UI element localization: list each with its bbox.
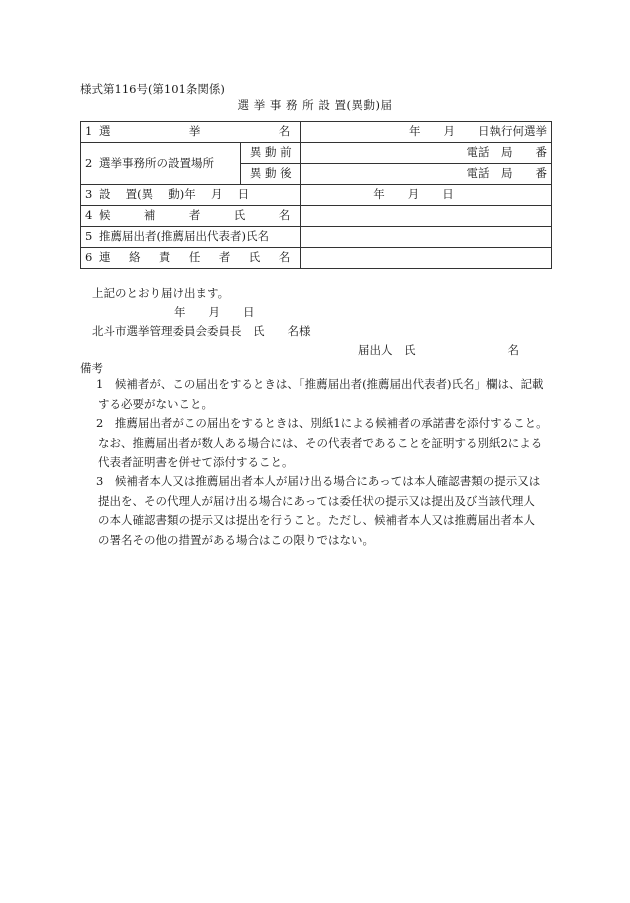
- notes-heading: 備考: [80, 361, 103, 375]
- candidate-name-field[interactable]: [301, 206, 552, 227]
- contact-person-name-field[interactable]: [301, 248, 552, 269]
- notification-form-table: [80, 121, 552, 269]
- election-name-field[interactable]: 年 月 日執行何選挙: [301, 122, 552, 143]
- addressee-line: 北斗市選挙管理委員会委員長 氏 名様: [92, 324, 311, 338]
- label-before-change: 異 動 前: [241, 143, 301, 164]
- submission-date-line: 年 月 日: [174, 305, 255, 319]
- note-item-2: 2 推薦届出者がこの届出をするときは、別紙1による候補者の承諾書を添付すること。 なお、推薦届出者が数人ある場合には、その代表者であることを証明する別紙2による 代表者証明書を併せて添付すること。: [96, 416, 548, 469]
- recommender-name-field[interactable]: [301, 227, 552, 248]
- row-contact-person-name: [81, 248, 552, 269]
- submission-statement: 上記のとおり届け出ます。: [92, 286, 230, 300]
- label-candidate-name: 4 候 補 者 氏 名: [81, 206, 301, 227]
- phone-after-field[interactable]: 電話 局 番: [301, 164, 552, 185]
- document-title: 選 挙 事 務 所 設 置(異動)届: [237, 98, 393, 112]
- establish-date-field[interactable]: 年 月 日: [301, 185, 552, 206]
- note-item-3: 3 候補者本人又は推薦届出者本人が届け出る場合にあっては本人確認書類の提示又は 提出を、その代理人が届け出る場合にあっては委任状の提示又は提出及び当該代理人 の本人確認書類の提示又は提出を行うこと。ただし、候補者本人又は推薦届出者本人 の署名その他の措置がある場合はこの限りではない。: [96, 474, 541, 547]
- row-establish-date: [81, 185, 552, 206]
- phone-before-field[interactable]: 電話 局 番: [301, 143, 552, 164]
- row-election-name: [81, 122, 552, 143]
- label-after-change: 異 動 後: [241, 164, 301, 185]
- label-contact-person-name: 6 連 絡 責 任 者 氏 名: [81, 248, 301, 269]
- label-recommender-name: 5 推薦届出者(推薦届出代表者)氏名: [81, 227, 301, 248]
- label-election-name: 1 選 挙 名: [81, 122, 301, 143]
- row-candidate-name: [81, 206, 552, 227]
- row-recommender-name: [81, 227, 552, 248]
- label-office-location: 2 選挙事務所の設置場所: [81, 143, 241, 185]
- form-number: 様式第116号(第101条関係): [80, 82, 225, 96]
- row-office-location-before: [81, 143, 552, 164]
- label-establish-date: 3 設 置(異 動)年 月 日: [81, 185, 301, 206]
- signer-line: 届出人 氏 名: [358, 343, 519, 357]
- note-item-1: 1 候補者が、この届出をするときは、「推薦届出者(推薦届出代表者)氏名」欄は、記載 する必要がないこと。: [96, 377, 544, 411]
